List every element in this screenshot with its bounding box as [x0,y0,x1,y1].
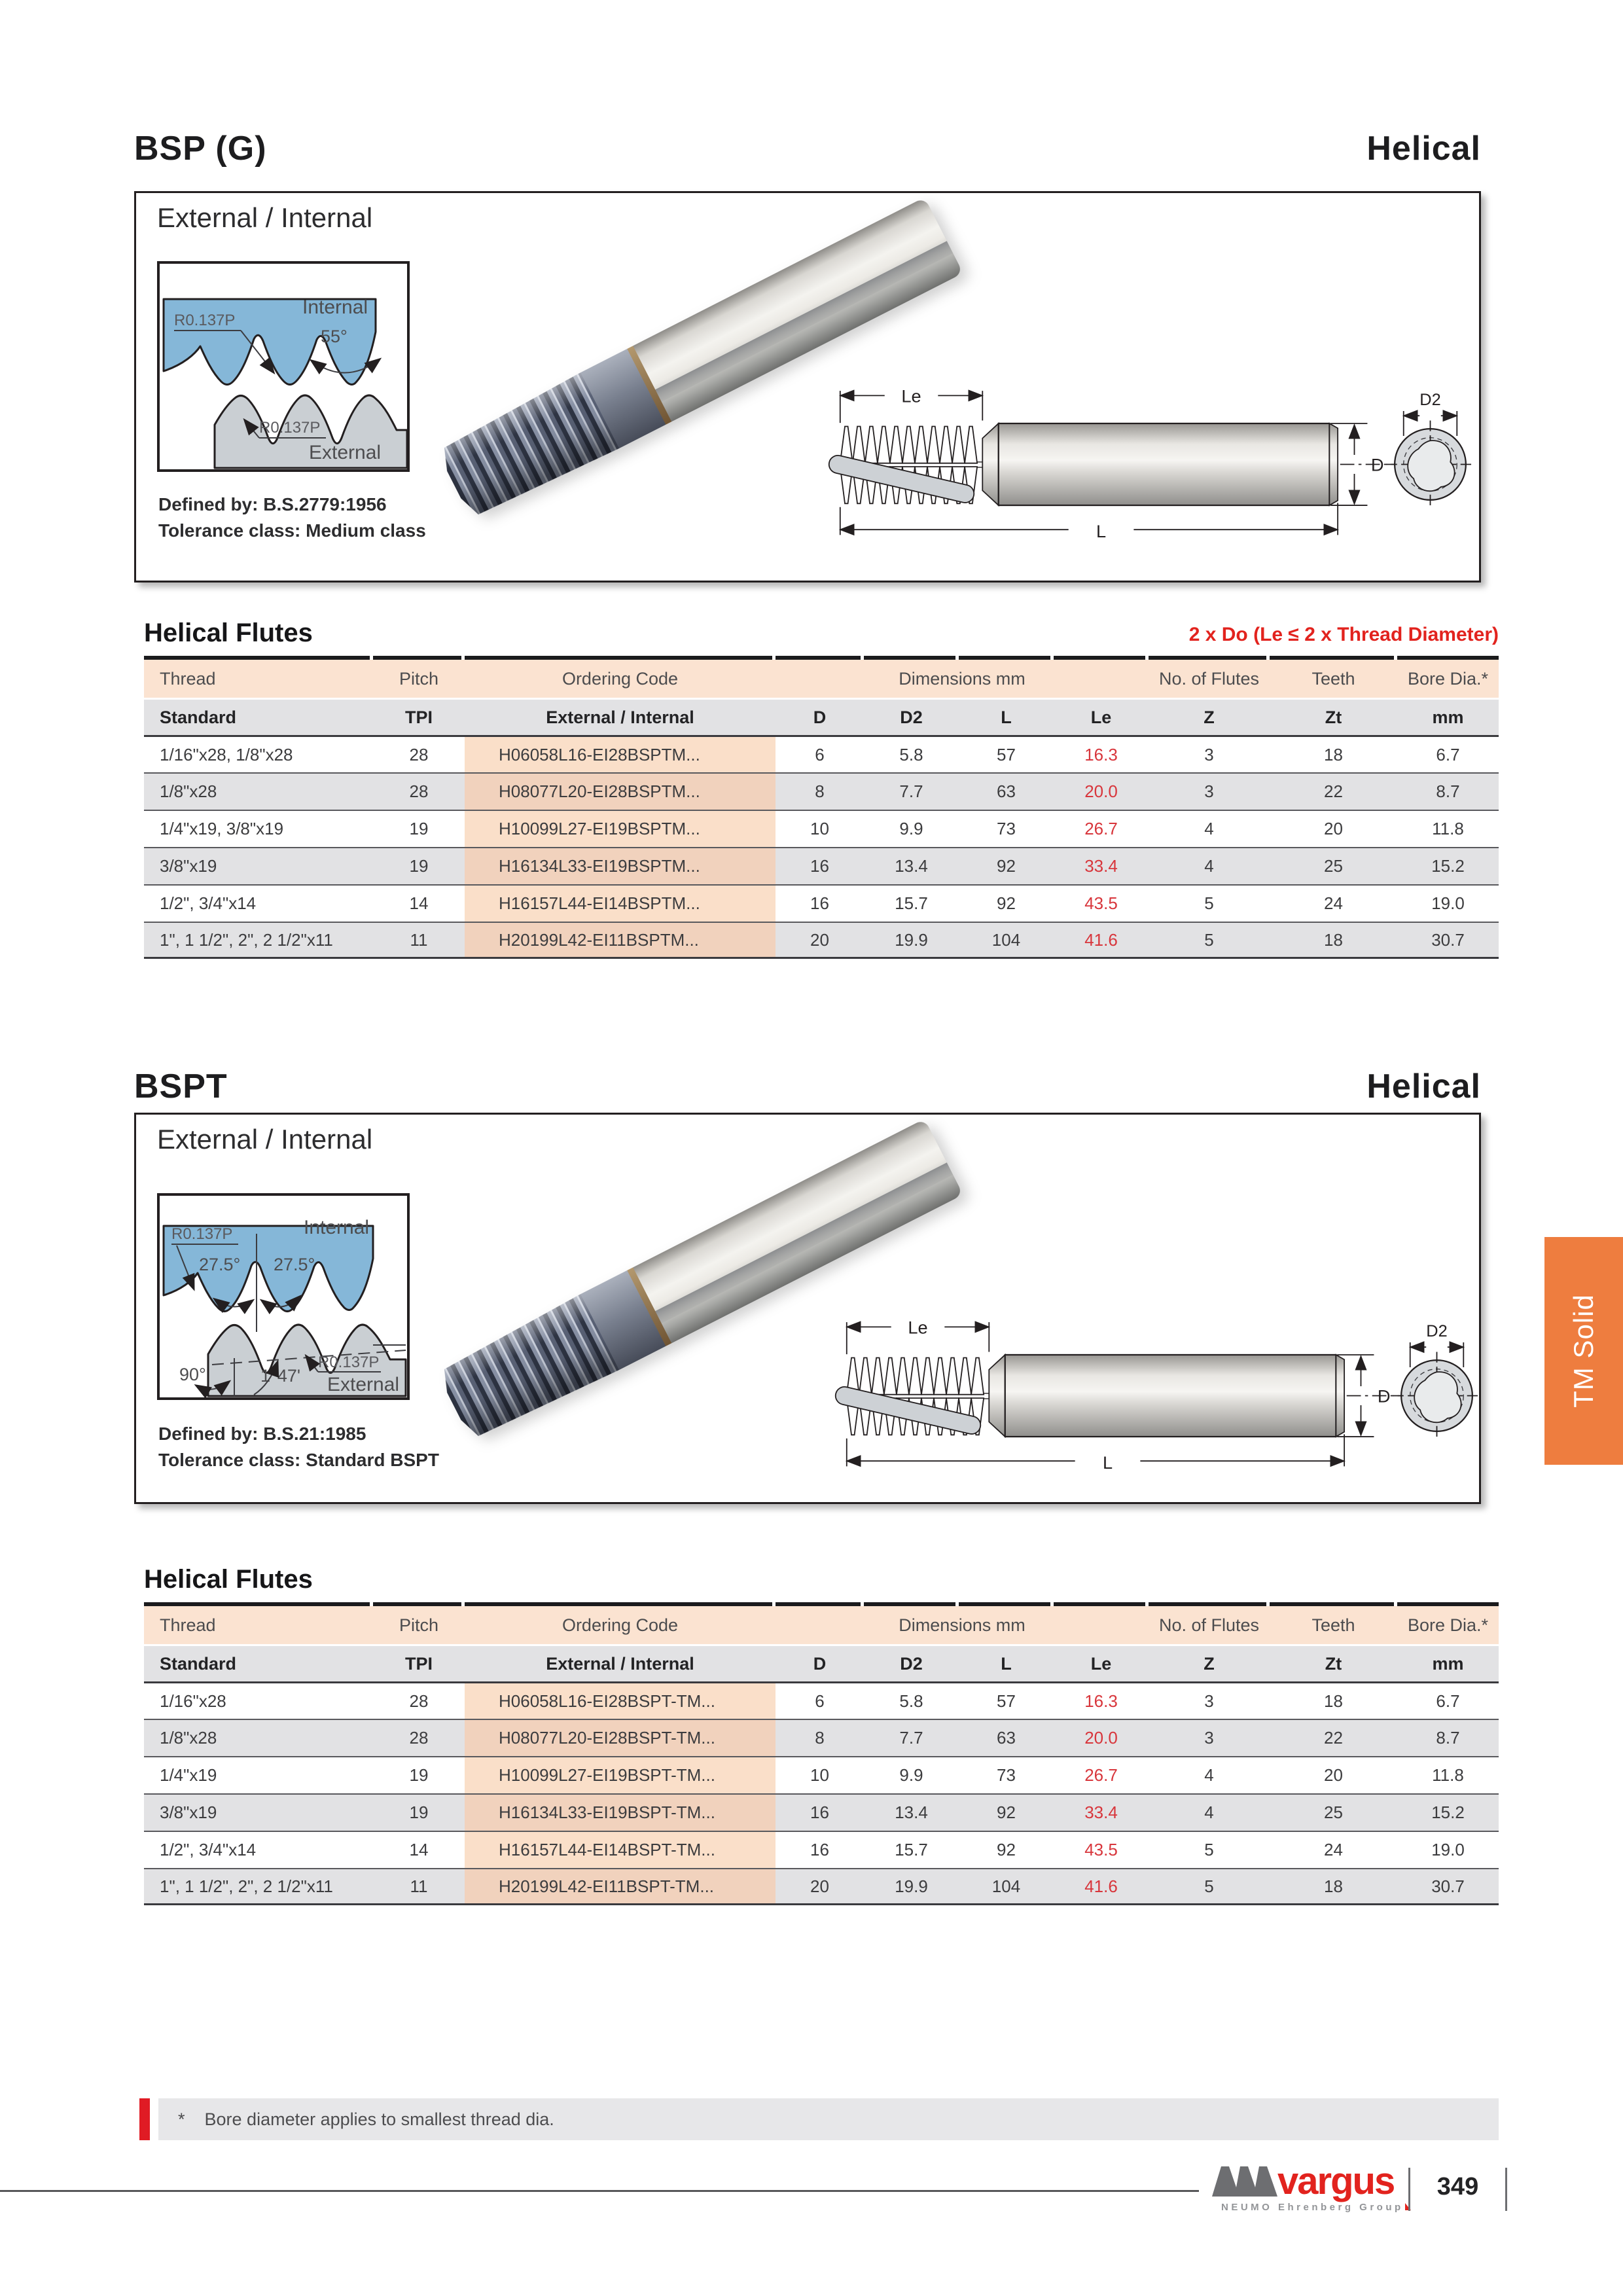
table-cell: 3/8"x19 [160,856,217,876]
table-cell: 33.4 [1084,856,1118,876]
table-cell: 3 [1204,1691,1214,1711]
table-cell: 63 [997,781,1016,801]
table-row [144,1719,1499,1756]
table-cell: 41.6 [1084,929,1118,950]
brand-name: vargus [1277,2160,1395,2202]
table-cell: 104 [991,929,1021,950]
table-header-row [144,660,1499,698]
column-subheader: Standard [160,707,237,727]
column-header: Teeth [1311,668,1355,689]
column-header: Ordering Code [562,1615,679,1635]
internal-label: Internal [304,1217,370,1238]
table-cell: 92 [997,1803,1016,1822]
column-header: Teeth [1311,1615,1355,1635]
thread-profile-diagram-bsp [157,261,410,472]
tech-drawing-svg [820,1288,1484,1484]
standard-note [158,492,426,544]
table-cell: 24 [1324,893,1343,913]
column-subheader: External / Internal [546,1653,694,1674]
table-cell: 4 [1204,856,1214,876]
table-cell: 1/2", 3/4"x14 [160,1840,257,1859]
table-cell: 1/4"x19, 3/8"x19 [160,819,284,838]
table-cell: 16 [810,856,829,876]
table-cell: 4 [1204,1765,1214,1785]
table-cell: 7.7 [899,1728,923,1748]
footnote-bar [158,2098,1499,2140]
table-cell: 18 [1324,1876,1343,1896]
side-tab-tm-solid [1544,1237,1623,1465]
table-cell: 5 [1204,929,1214,950]
table-cell: 4 [1204,1803,1214,1822]
tolerance-class: Tolerance class: Medium class [158,520,426,541]
flutes-heading: Helical Flutes [144,619,313,647]
panel-subtitle: External / Internal [157,202,373,233]
d-dim-label: D [1370,454,1384,475]
angle-label: 55° [321,327,348,346]
table-cell: 24 [1324,1840,1343,1859]
table-cell: H16157L44-EI14BSPTM... [465,886,776,922]
table-cell: 20.0 [1084,1728,1118,1748]
table-cell: 11 [410,929,428,950]
table-cell: 1/4"x19 [160,1765,217,1785]
vargus-zigzag-icon [1212,2164,1277,2198]
table-cell: 16.3 [1084,744,1118,764]
table-cell: 1/2", 3/4"x14 [160,893,257,913]
table-row [144,1681,1499,1719]
table-cell: 6 [815,744,825,764]
column-header: Dimensions mm [899,668,1026,689]
table-cell: 1", 1 1/2", 2", 2 1/2"x11 [160,929,333,950]
table-cell: 16 [810,1803,829,1822]
table-cell: 5.8 [899,744,923,764]
column-subheader: Zt [1325,707,1342,727]
table-cell: 3/8"x19 [160,1803,217,1822]
panel-subtitle: External / Internal [157,1124,373,1155]
table-cell: 25 [1324,1803,1343,1822]
table-cell: H20199L42-EI11BSPT-TM... [465,1869,776,1903]
table-cell: 1/16"x28, 1/8"x28 [160,744,293,764]
table-cell: 20 [1324,1765,1343,1785]
table-cell: 19 [409,1803,429,1822]
table-row [144,847,1499,884]
table-row [144,884,1499,922]
table-cell: 14 [409,893,429,913]
table-cell: 7.7 [899,781,923,801]
tech-drawing-slot [820,1288,1484,1484]
column-subheader: Zt [1325,1653,1342,1674]
column-subheader: L [1001,1653,1012,1674]
footer-divider [1505,2168,1507,2211]
column-subheader: TPI [404,707,433,727]
brand-group: NEUMO Ehrenberg Group [1221,2202,1411,2213]
flutes-note: 2 x Do (Le ≤ 2 x Thread Diameter) [1188,624,1499,645]
le-dim-label: Le [908,1317,928,1338]
column-subheader: Standard [160,1653,237,1674]
table-cell: 10 [810,1765,829,1785]
radius-label-bottom: R0.137P [318,1354,380,1371]
table-cell: 16 [810,893,829,913]
table-cell: 92 [997,893,1016,913]
table-cell: H10099L27-EI19BSPTM... [465,811,776,847]
table-cell: 3 [1204,781,1214,801]
column-header: Thread [160,1615,216,1635]
d-dim-label: D [1377,1386,1391,1407]
standard-note [158,1421,439,1473]
helical-tag: Helical [1366,130,1481,168]
table-cell: 15.7 [895,1840,928,1859]
table-cell: 18 [1324,744,1343,764]
table-cell: 8 [815,781,825,801]
table-cell: 5.8 [899,1691,923,1711]
table-cell: 4 [1204,819,1214,838]
table-cell: 19 [409,819,429,838]
table-cell: 1", 1 1/2", 2", 2 1/2"x11 [160,1876,333,1896]
flutes-table-bsp [144,656,1499,959]
column-subheader: D [813,1653,827,1674]
table-cell: 16.3 [1084,1691,1118,1711]
table-cell: 20 [810,929,829,950]
shank [999,423,1330,505]
column-subheader: D2 [900,707,923,727]
tech-drawing-slot [813,357,1478,553]
table-cell: 9.9 [899,1765,923,1785]
table-cell: 30.7 [1431,929,1465,950]
table-cell: 57 [997,1691,1016,1711]
page-number: 349 [1436,2173,1479,2200]
table-cell: 28 [409,1691,429,1711]
table-cell: H06058L16-EI28BSPTM... [465,737,776,772]
column-header: No. of Flutes [1158,668,1260,689]
table-cell: 26.7 [1084,819,1118,838]
table-cell: 19.0 [1431,893,1465,913]
column-subheader: Z [1204,1653,1215,1674]
tech-drawing-svg [813,357,1478,553]
table-cell: H10099L27-EI19BSPT-TM... [465,1757,776,1793]
table-cell: 19.0 [1431,1840,1465,1859]
side-tab-label: TM Solid [1568,1294,1599,1408]
footnote-text: Bore diameter applies to smallest thread dia. [204,2109,554,2129]
table-cell: 6.7 [1436,1691,1460,1711]
table-cell: 92 [997,856,1016,876]
table-cell: 19.9 [895,1876,928,1896]
table-cell: 19.9 [895,929,928,950]
table-cell: H08077L20-EI28BSPT-TM... [465,1720,776,1756]
column-header: Bore Dia.* [1407,1615,1489,1635]
table-cell: 8.7 [1436,1728,1460,1748]
table-cell: 1/8"x28 [160,781,217,801]
table-row [144,772,1499,810]
d2-dim-label: D2 [1426,1321,1448,1340]
table-row [144,1756,1499,1793]
section-title: BSP (G) [134,130,267,168]
table-cell: H08077L20-EI28BSPTM... [465,774,776,810]
flutes-heading: Helical Flutes [144,1565,313,1594]
table-cell: 11.8 [1432,1765,1464,1785]
table-cell: 26.7 [1084,1765,1118,1785]
bspt-panel [134,1113,1481,1504]
table-cell: 3 [1204,1728,1214,1748]
table-cell: 28 [409,1728,429,1748]
column-header: Pitch [399,1615,439,1635]
table-cell: 20 [1324,819,1343,838]
d2-dim-label: D2 [1419,390,1441,409]
table-cell: 13.4 [895,1803,928,1822]
table-cell: 19 [409,1765,429,1785]
table-cell: 43.5 [1084,893,1118,913]
taper-angle-label: 1°47' [260,1366,301,1386]
table-cell: 30.7 [1431,1876,1465,1896]
table-cell: 6 [815,1691,825,1711]
column-subheader: Le [1090,707,1112,727]
flutes-heading-row-bsp [144,607,1499,648]
table-cell: 92 [997,1840,1016,1859]
table-row [144,810,1499,847]
tool-thread-section [435,372,619,522]
table-cell: 16 [810,1840,829,1859]
table-cell: 3 [1204,744,1214,764]
table-cell: H06058L16-EI28BSPT-TM... [465,1683,776,1719]
section-header-bsp [134,128,1481,168]
footnote-star: * [178,2109,185,2129]
column-subheader: Le [1090,1653,1112,1674]
table-cell: 8.7 [1436,781,1460,801]
table-cell: 19 [409,856,429,876]
table-cell: 57 [997,744,1016,764]
table-cell: 73 [997,1765,1016,1785]
table-cell: 5 [1204,893,1214,913]
column-subheader: TPI [404,1653,433,1674]
table-cell: 104 [991,1876,1021,1896]
section-title: BSPT [134,1067,228,1105]
l-dim-label: L [1096,520,1107,541]
table-header-row [144,1606,1499,1644]
table-cell: 20.0 [1084,781,1118,801]
defined-by: Defined by: B.S.2779:1956 [158,494,387,514]
defined-by: Defined by: B.S.21:1985 [158,1424,366,1444]
angle-right-label: 27.5° [274,1255,315,1274]
table-cell: H16157L44-EI14BSPT-TM... [465,1832,776,1868]
table-cell: 11.8 [1432,819,1464,838]
column-subheader: Z [1204,707,1215,727]
column-header: Ordering Code [562,668,679,689]
table-subheader-row [144,1644,1499,1681]
column-header: No. of Flutes [1158,1615,1260,1635]
angle-90-label: 90° [179,1365,206,1384]
tool-thread-section [435,1294,619,1444]
vargus-logo [1212,2160,1408,2219]
table-cell: 22 [1324,1728,1343,1748]
table-cell: 5 [1204,1840,1214,1859]
table-cell: H16134L33-EI19BSPTM... [465,848,776,884]
external-label: External [327,1374,400,1395]
thread-profile-diagram-bspt [157,1193,410,1400]
table-cell: 9.9 [899,819,923,838]
table-cell: 15.2 [1431,1803,1465,1822]
table-row [144,922,1499,959]
table-cell: H20199L42-EI11BSPTM... [465,923,776,957]
table-cell: H16134L33-EI19BSPT-TM... [465,1795,776,1831]
external-label: External [309,442,382,463]
column-subheader: mm [1432,1653,1464,1674]
table-cell: 20 [810,1876,829,1896]
footer-rule [0,2190,1199,2192]
table-cell: 15.2 [1431,856,1465,876]
table-cell: 5 [1204,1876,1214,1896]
flutes-heading-row-bspt [144,1554,1499,1594]
column-header: Bore Dia.* [1407,668,1489,689]
helical-tag: Helical [1366,1067,1481,1105]
bsp-panel [134,191,1481,583]
column-subheader: mm [1432,707,1464,727]
table-subheader-row [144,698,1499,735]
table-row [144,735,1499,772]
table-cell: 13.4 [895,856,928,876]
table-cell: 33.4 [1084,1803,1118,1822]
table-cell: 63 [997,1728,1016,1748]
footer-divider [1408,2168,1410,2211]
l-dim-label: L [1102,1452,1113,1473]
table-cell: 28 [409,744,429,764]
table-cell: 25 [1324,856,1343,876]
table-cell: 22 [1324,781,1343,801]
table-cell: 73 [997,819,1016,838]
angle-left-label: 27.5° [199,1255,241,1274]
table-cell: 15.7 [895,893,928,913]
table-row [144,1831,1499,1868]
column-subheader: External / Internal [546,707,694,727]
section-header-bspt [134,1066,1481,1106]
radius-label-top: R0.137P [174,312,236,329]
table-cell: 11 [410,1876,428,1896]
flutes-table-bspt [144,1602,1499,1905]
column-header: Thread [160,668,216,689]
column-subheader: L [1001,707,1012,727]
table-cell: 1/8"x28 [160,1728,217,1748]
table-cell: 14 [409,1840,429,1859]
column-subheader: D [813,707,827,727]
table-cell: 28 [409,781,429,801]
internal-label: Internal [302,296,368,318]
shank [1005,1355,1336,1437]
table-cell: 43.5 [1084,1840,1118,1859]
table-cell: 18 [1324,929,1343,950]
column-subheader: D2 [900,1653,923,1674]
le-dim-label: Le [901,386,921,406]
column-header: Pitch [399,668,439,689]
table-cell: 18 [1324,1691,1343,1711]
table-row [144,1868,1499,1905]
table-cell: 8 [815,1728,825,1748]
tolerance-class: Tolerance class: Standard BSPT [158,1450,439,1470]
table-cell: 41.6 [1084,1876,1118,1896]
column-header: Dimensions mm [899,1615,1026,1635]
table-cell: 1/16"x28 [160,1691,226,1711]
footnote-accent-bar [139,2098,150,2140]
table-cell: 6.7 [1436,744,1460,764]
radius-label-bottom: R0.137P [259,419,321,437]
radius-label-top: R0.137P [171,1225,233,1243]
table-cell: 10 [810,819,829,838]
table-row [144,1793,1499,1831]
